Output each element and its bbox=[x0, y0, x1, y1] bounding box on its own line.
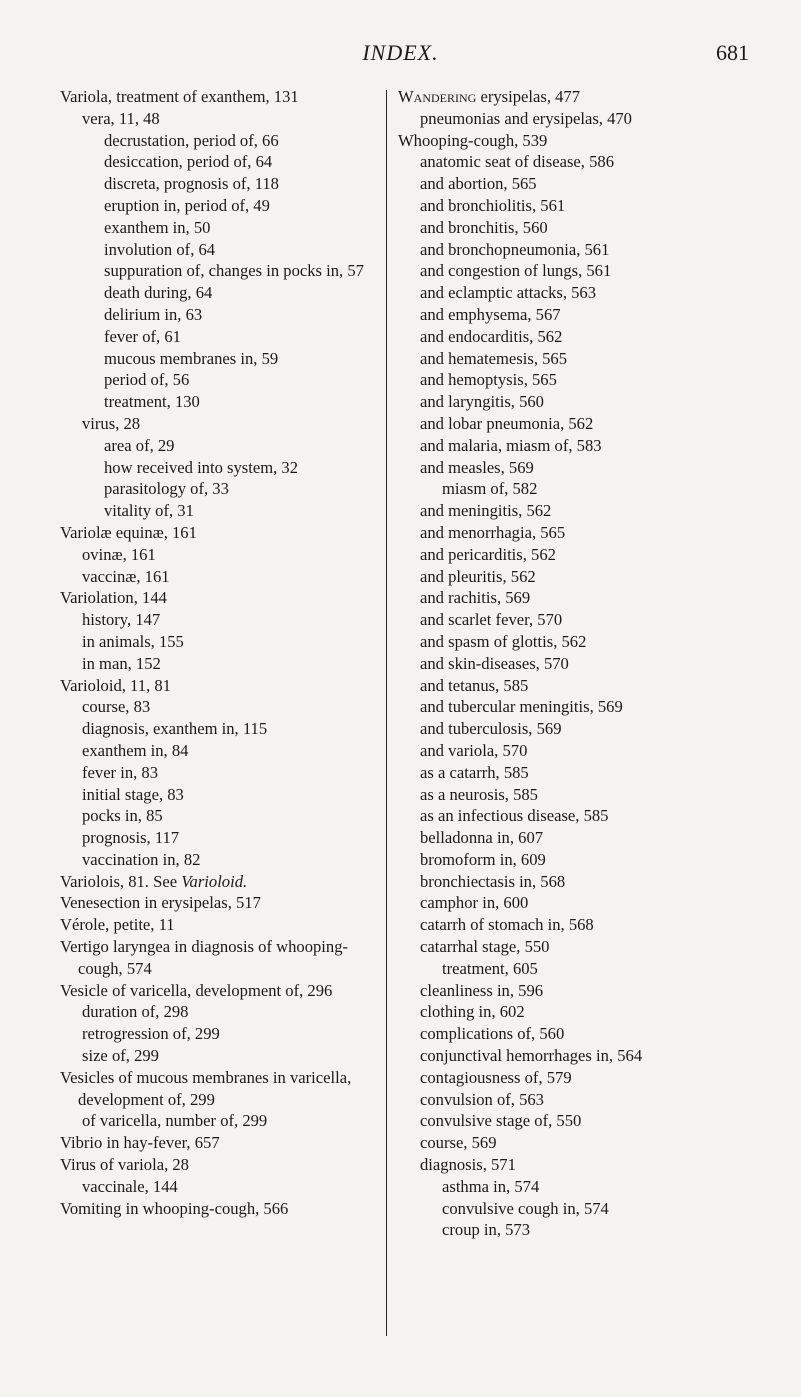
entry-text: Vérole, petite, 11 bbox=[60, 915, 175, 935]
entry-text: and meningitis, 562 bbox=[420, 501, 552, 521]
index-entry bbox=[60, 1154, 382, 1176]
index-subentry bbox=[398, 304, 744, 326]
index-subentry bbox=[398, 740, 744, 762]
entry-text: fever of, 61 bbox=[104, 326, 181, 346]
index-entry bbox=[60, 914, 382, 936]
entry-text: belladonna in, 607 bbox=[420, 828, 544, 848]
entry-text: and bronchiolitis, 561 bbox=[420, 195, 566, 215]
index-subentry bbox=[398, 217, 744, 239]
entry-text: and scarlet fever, 570 bbox=[420, 610, 563, 630]
index-subentry bbox=[60, 173, 382, 195]
entry-text: fever in, 83 bbox=[82, 762, 159, 782]
entry-text: camphor in, 600 bbox=[420, 893, 529, 913]
index-subentry bbox=[398, 544, 744, 566]
index-subentry bbox=[398, 653, 744, 675]
entry-text: and variola, 570 bbox=[420, 740, 528, 760]
entry-text: and rachitis, 569 bbox=[420, 588, 531, 608]
entry-text: suppuration of, changes in pocks in, 57 bbox=[104, 261, 364, 281]
entry-text: and skin-diseases, 570 bbox=[420, 653, 569, 673]
entry-text: as a neurosis, 585 bbox=[420, 784, 538, 804]
entry-text: bronchiectasis in, 568 bbox=[420, 871, 566, 891]
entry-text: in man, 152 bbox=[82, 653, 161, 673]
entry-text: pneumonias and erysipelas, 470 bbox=[420, 108, 632, 128]
entry-text: discreta, prognosis of, 118 bbox=[104, 174, 279, 194]
entry-text: and endocarditis, 562 bbox=[420, 326, 563, 346]
index-subentry bbox=[60, 391, 382, 413]
entry-text: clothing in, 602 bbox=[420, 1002, 525, 1022]
index-subentry bbox=[60, 217, 382, 239]
index-subentry bbox=[398, 1176, 744, 1198]
index-entry bbox=[60, 936, 382, 980]
index-subentry bbox=[60, 457, 382, 479]
entry-text: miasm of, 582 bbox=[442, 479, 538, 499]
running-title: INDEX. bbox=[362, 40, 439, 65]
entry-text: and eclamptic attacks, 563 bbox=[420, 283, 597, 303]
entry-text: and pleuritis, 562 bbox=[420, 566, 536, 586]
index-subentry bbox=[398, 1132, 744, 1154]
index-subentry bbox=[60, 435, 382, 457]
see-reference: Varioloid. bbox=[181, 871, 248, 891]
entry-text: and congestion of lungs, 561 bbox=[420, 261, 612, 281]
index-subentry bbox=[398, 566, 744, 588]
index-column-right bbox=[398, 86, 744, 1241]
entry-text: catarrhal stage, 550 bbox=[420, 937, 550, 957]
index-subentry bbox=[398, 1110, 744, 1132]
index-subentry bbox=[60, 1045, 382, 1067]
index-subentry bbox=[60, 1176, 382, 1198]
index-subentry bbox=[398, 195, 744, 217]
index-subentry bbox=[60, 260, 382, 282]
entry-text: and menorrhagia, 565 bbox=[420, 522, 566, 542]
index-subentry bbox=[398, 260, 744, 282]
entry-text: and malaria, miasm of, 583 bbox=[420, 435, 602, 455]
entry-text: and abortion, 565 bbox=[420, 174, 537, 194]
entry-text: retrogression of, 299 bbox=[82, 1024, 220, 1044]
index-entry bbox=[60, 675, 382, 697]
index-subentry bbox=[60, 108, 382, 130]
index-subentry bbox=[398, 936, 744, 958]
index-subentry bbox=[60, 718, 382, 740]
index-subentry bbox=[398, 413, 744, 435]
index-subentry bbox=[60, 478, 382, 500]
entry-text: convulsive cough in, 574 bbox=[442, 1198, 609, 1218]
entry-text: area of, 29 bbox=[104, 435, 175, 455]
entry-text: Whooping-cough, 539 bbox=[398, 130, 548, 150]
index-entry bbox=[60, 1132, 382, 1154]
index-entry bbox=[398, 86, 744, 108]
entry-text: Variolation, 144 bbox=[60, 588, 167, 608]
entry-text: parasitology of, 33 bbox=[104, 479, 229, 499]
entry-text: conjunctival hemorrhages in, 564 bbox=[420, 1046, 643, 1066]
entry-text: duration of, 298 bbox=[82, 1002, 189, 1022]
entry-text: croup in, 573 bbox=[442, 1220, 531, 1240]
entry-text: Varioloid, 11, 81 bbox=[60, 675, 171, 695]
entry-text: mucous membranes in, 59 bbox=[104, 348, 279, 368]
index-subentry bbox=[398, 108, 744, 130]
entry-text: initial stage, 83 bbox=[82, 784, 184, 804]
index-subentry bbox=[398, 1001, 744, 1023]
index-subentry bbox=[398, 762, 744, 784]
index-entry bbox=[60, 871, 382, 893]
entry-text: exanthem in, 84 bbox=[82, 740, 189, 760]
index-subentry bbox=[398, 784, 744, 806]
index-subentry bbox=[60, 653, 382, 675]
entry-text: vitality of, 31 bbox=[104, 501, 194, 521]
entry-text: how received into system, 32 bbox=[104, 457, 299, 477]
index-subentry bbox=[398, 239, 744, 261]
index-subentry bbox=[398, 696, 744, 718]
entry-text: vaccinæ, 161 bbox=[82, 566, 170, 586]
index-entry bbox=[60, 980, 382, 1002]
index-subentry bbox=[398, 1089, 744, 1111]
index-entry bbox=[398, 130, 744, 152]
entry-text: course, 83 bbox=[82, 697, 151, 717]
entry-text: desiccation, period of, 64 bbox=[104, 152, 273, 172]
index-entry bbox=[60, 1067, 382, 1111]
page-header bbox=[0, 40, 801, 76]
index-subentry bbox=[398, 435, 744, 457]
index-subentry bbox=[60, 696, 382, 718]
entry-text: decrustation, period of, 66 bbox=[104, 130, 279, 150]
index-subentry bbox=[60, 631, 382, 653]
index-subentry bbox=[398, 151, 744, 173]
entry-text: treatment, 605 bbox=[442, 958, 538, 978]
index-subentry bbox=[398, 348, 744, 370]
entry-text: history, 147 bbox=[82, 610, 161, 630]
entry-text: Variolæ equinæ, 161 bbox=[60, 522, 197, 542]
index-subentry bbox=[398, 980, 744, 1002]
entry-text: delirium in, 63 bbox=[104, 304, 203, 324]
entry-text: and tuberculosis, 569 bbox=[420, 719, 562, 739]
index-entry bbox=[60, 892, 382, 914]
index-subentry bbox=[398, 587, 744, 609]
index-subentry bbox=[398, 827, 744, 849]
index-subentry bbox=[60, 369, 382, 391]
index-subentry bbox=[398, 914, 744, 936]
entry-text: and emphysema, 567 bbox=[420, 304, 561, 324]
index-subentry bbox=[60, 304, 382, 326]
index-subentry bbox=[60, 544, 382, 566]
index-entry bbox=[60, 86, 382, 108]
entry-text: in animals, 155 bbox=[82, 631, 184, 651]
index-subentry bbox=[60, 151, 382, 173]
index-subentry bbox=[398, 522, 744, 544]
entry-text: complications of, 560 bbox=[420, 1024, 565, 1044]
entry-text: and lobar pneumonia, 562 bbox=[420, 413, 594, 433]
entry-text: and pericarditis, 562 bbox=[420, 544, 556, 564]
entry-text: Variolois, 81. See bbox=[60, 871, 178, 891]
index-subentry bbox=[398, 871, 744, 893]
index-subentry bbox=[60, 195, 382, 217]
index-entry bbox=[60, 522, 382, 544]
entry-text: and hematemesis, 565 bbox=[420, 348, 568, 368]
entry-text: Venesection in erysipelas, 517 bbox=[60, 893, 261, 913]
index-subentry bbox=[398, 500, 744, 522]
index-subentry bbox=[60, 500, 382, 522]
entry-text: period of, 56 bbox=[104, 370, 190, 390]
index-subentry bbox=[60, 805, 382, 827]
index-subentry bbox=[398, 173, 744, 195]
entry-text: involution of, 64 bbox=[104, 239, 216, 259]
index-subentry bbox=[398, 1219, 744, 1241]
entry-text: convulsion of, 563 bbox=[420, 1089, 544, 1109]
index-subentry bbox=[60, 827, 382, 849]
entry-text: and hemoptysis, 565 bbox=[420, 370, 557, 390]
column-divider bbox=[386, 90, 387, 1336]
entry-text: Vomiting in whooping-cough, 566 bbox=[60, 1198, 289, 1218]
index-subentry bbox=[398, 369, 744, 391]
entry-text: prognosis, 117 bbox=[82, 828, 180, 848]
index-subentry bbox=[60, 609, 382, 631]
entry-text: as an infectious disease, 585 bbox=[420, 806, 609, 826]
index-subentry bbox=[398, 457, 744, 479]
entry-text: diagnosis, 571 bbox=[420, 1155, 516, 1175]
entry-lead-word: Wandering bbox=[398, 87, 477, 106]
index-subentry bbox=[398, 958, 744, 980]
index-subentry bbox=[398, 892, 744, 914]
entry-text: convulsive stage of, 550 bbox=[420, 1111, 582, 1131]
index-subentry bbox=[398, 1198, 744, 1220]
index-entry bbox=[60, 587, 382, 609]
index-subentry bbox=[398, 1023, 744, 1045]
entry-text: size of, 299 bbox=[82, 1046, 159, 1066]
index-subentry bbox=[398, 805, 744, 827]
entry-text: treatment, 130 bbox=[104, 392, 200, 412]
index-subentry bbox=[398, 718, 744, 740]
index-subentry bbox=[60, 239, 382, 261]
entry-text: vaccinale, 144 bbox=[82, 1176, 178, 1196]
index-subentry bbox=[60, 566, 382, 588]
entry-text: vaccination in, 82 bbox=[82, 849, 201, 869]
index-subentry bbox=[398, 478, 744, 500]
entry-text: ovinæ, 161 bbox=[82, 544, 156, 564]
entry-text: Vibrio in hay-fever, 657 bbox=[60, 1133, 220, 1153]
entry-text: Vesicle of varicella, development of, 296 bbox=[60, 980, 333, 1000]
index-subentry bbox=[60, 413, 382, 435]
entry-text: cleanliness in, 596 bbox=[420, 980, 544, 1000]
entry-text: erysipelas, 477 bbox=[480, 87, 581, 106]
index-subentry bbox=[60, 1110, 382, 1132]
entry-text: and bronchitis, 560 bbox=[420, 217, 548, 237]
entry-text: Virus of variola, 28 bbox=[60, 1155, 189, 1175]
entry-text: contagiousness of, 579 bbox=[420, 1067, 572, 1087]
entry-text: and tetanus, 585 bbox=[420, 675, 529, 695]
entry-text: and spasm of glottis, 562 bbox=[420, 631, 587, 651]
index-subentry bbox=[398, 1067, 744, 1089]
entry-text: of varicella, number of, 299 bbox=[82, 1111, 268, 1131]
index-entry bbox=[60, 1198, 382, 1220]
entry-text: course, 569 bbox=[420, 1133, 497, 1153]
entry-text: and measles, 569 bbox=[420, 457, 534, 477]
index-subentry bbox=[398, 849, 744, 871]
entry-text: diagnosis, exanthem in, 115 bbox=[82, 719, 268, 739]
entry-text: exanthem in, 50 bbox=[104, 217, 211, 237]
index-subentry bbox=[60, 1001, 382, 1023]
index-subentry bbox=[398, 391, 744, 413]
index-subentry bbox=[398, 326, 744, 348]
entry-text: vera, 11, 48 bbox=[82, 108, 160, 128]
entry-text: Vesicles of mucous membranes in varicella, development of, 299 bbox=[60, 1067, 352, 1109]
index-subentry bbox=[398, 282, 744, 304]
entry-text: catarrh of stomach in, 568 bbox=[420, 915, 594, 935]
entry-text: and tubercular meningitis, 569 bbox=[420, 697, 623, 717]
index-subentry bbox=[60, 282, 382, 304]
index-subentry bbox=[398, 675, 744, 697]
entry-text: pocks in, 85 bbox=[82, 806, 163, 826]
entry-text: death during, 64 bbox=[104, 283, 213, 303]
index-subentry bbox=[60, 762, 382, 784]
index-subentry bbox=[398, 609, 744, 631]
entry-text: bromoform in, 609 bbox=[420, 849, 546, 869]
index-column-left bbox=[60, 86, 382, 1219]
entry-text: as a catarrh, 585 bbox=[420, 762, 529, 782]
entry-text: Variola, treatment of exanthem, 131 bbox=[60, 87, 299, 106]
page-number: 681 bbox=[716, 40, 749, 65]
entry-text: and bronchopneumonia, 561 bbox=[420, 239, 610, 259]
index-subentry bbox=[60, 1023, 382, 1045]
index-subentry bbox=[60, 849, 382, 871]
index-subentry bbox=[398, 1154, 744, 1176]
index-subentry bbox=[60, 326, 382, 348]
index-subentry bbox=[398, 631, 744, 653]
index-subentry bbox=[60, 740, 382, 762]
index-subentry bbox=[60, 784, 382, 806]
entry-text: Vertigo laryngea in diagnosis of whooping-cough, 574 bbox=[60, 937, 349, 978]
index-subentry bbox=[60, 348, 382, 370]
entry-text: anatomic seat of disease, 586 bbox=[420, 152, 614, 172]
entry-text: virus, 28 bbox=[82, 413, 141, 433]
entry-text: eruption in, period of, 49 bbox=[104, 195, 270, 215]
entry-text: and laryngitis, 560 bbox=[420, 392, 544, 412]
index-subentry bbox=[60, 130, 382, 152]
entry-text: asthma in, 574 bbox=[442, 1176, 540, 1196]
index-subentry bbox=[398, 1045, 744, 1067]
